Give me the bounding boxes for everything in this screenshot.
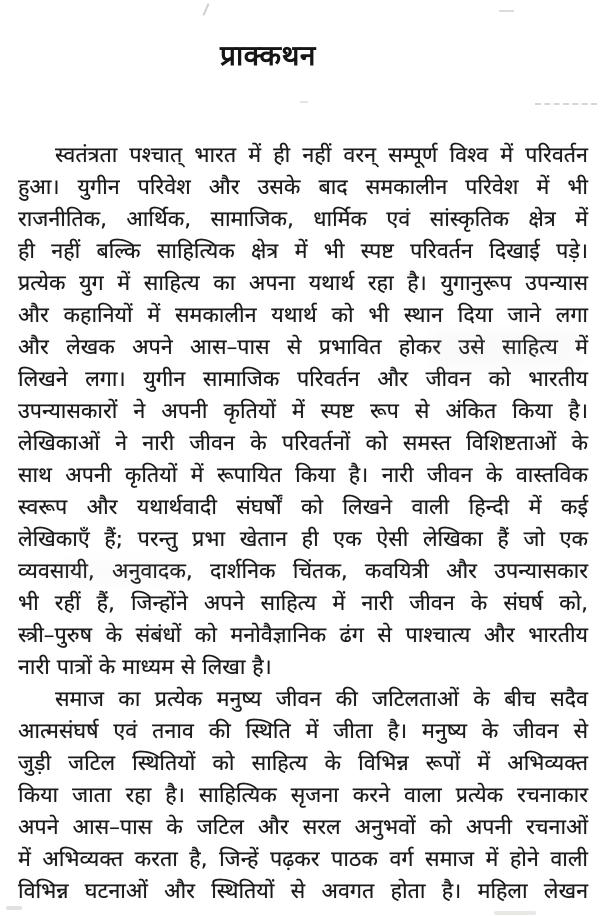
scan-artifact-tick (202, 3, 209, 16)
text-line: स्वतंत्रता पश्चात् भारत में ही नहीं वरन् सम्पूर्ण विश्व में परिवर्तन (55, 143, 588, 168)
text-line: स्त्री–पुरुष के संबंधों को मनोवैज्ञानिक ढंग से पाश्चात्य और भारतीय (18, 623, 588, 648)
text-line: आत्मसंघर्ष एवं तनाव की स्थिति में जीता है। मनुष्य के जीवन से (18, 719, 588, 744)
text-line: लेखिकाएँ हैं; परन्तु प्रभा खेतान ही एक ऐसी लेखिका हैं जो एक (18, 527, 588, 552)
text-line: लेखिकाओं ने नारी जीवन के परिवर्तनों को समस्त विशिष्टताओं के (18, 431, 588, 456)
text-line: किया जाता रहा है। साहित्यिक सृजना करने वाला प्रत्येक रचनाकार (18, 783, 588, 808)
text-line: विभिन्न घटनाओं और स्थितियों से अवगत होता है। महिला लेखन (18, 879, 588, 904)
text-line: व्यवसायी, अनुवादक, दार्शनिक चिंतक, कवयित्री और उपन्यासकार (18, 559, 588, 584)
scan-artifact-dash (499, 10, 514, 12)
scan-artifact-dashed-line (535, 103, 597, 105)
text-line: उपन्यासकारों ने अपनी कृतियों में स्पष्ट रूप से अंकित किया है। (18, 399, 588, 424)
text-line: नारी पात्रों के माध्यम से लिखा है। (18, 655, 272, 680)
text-line: स्वरूप और यथार्थवादी संघर्षों को लिखने वाली हिन्दी में कई (18, 495, 588, 520)
text-line: लिखने लगा। युगीन सामाजिक परिवर्तन और जीवन को भारतीय (18, 367, 588, 392)
text-line: ही नहीं बल्कि साहित्यिक क्षेत्र में भी स्पष्ट परिवर्तन दिखाई पड़े। (18, 239, 588, 264)
scan-artifact-dash (300, 101, 308, 103)
text-line: में अभिव्यक्त करता है, जिन्हें पढ़कर पाठक वर्ग समाज में होने वाली (18, 847, 588, 872)
text-line: राजनीतिक, आर्थिक, सामाजिक, धार्मिक एवं सांस्कृतिक क्षेत्र में (18, 207, 588, 232)
text-line: समाज का प्रत्येक मनुष्य जीवन की जटिलताओं के बीच सदैव (55, 687, 588, 712)
text-line: भी रहीं हैं, जिन्होंने अपने साहित्य में नारी जीवन के संघर्ष को, (18, 591, 588, 616)
text-line: जुड़ी जटिल स्थितियों को साहित्य के विभिन्न रूपों में अभिव्यक्त (18, 751, 588, 776)
text-line: अपने आस–पास के जटिल और सरल अनुभवों को अपनी रचनाओं (18, 815, 588, 840)
text-line: प्रत्येक युग में साहित्य का अपना यथार्थ रहा है। युगानुरूप उपन्यास (18, 271, 588, 296)
body-text (18, 141, 588, 909)
text-line: हुआ। युगीन परिवेश और उसके बाद समकालीन परिवेश में भी (18, 175, 588, 200)
scan-artifact-smudge (494, 911, 536, 915)
text-line: और लेखक अपने आस–पास से प्रभावित होकर उसे साहित्य में (18, 335, 588, 360)
page-title: प्राक्कथन (220, 39, 316, 72)
text-line: साथ अपनी कृतियों में रूपायित किया है। नारी जीवन के वास्तविक (18, 463, 588, 488)
text-line: और कहानियों में समकालीन यथार्थ को भी स्थान दिया जाने लगा (18, 303, 588, 328)
